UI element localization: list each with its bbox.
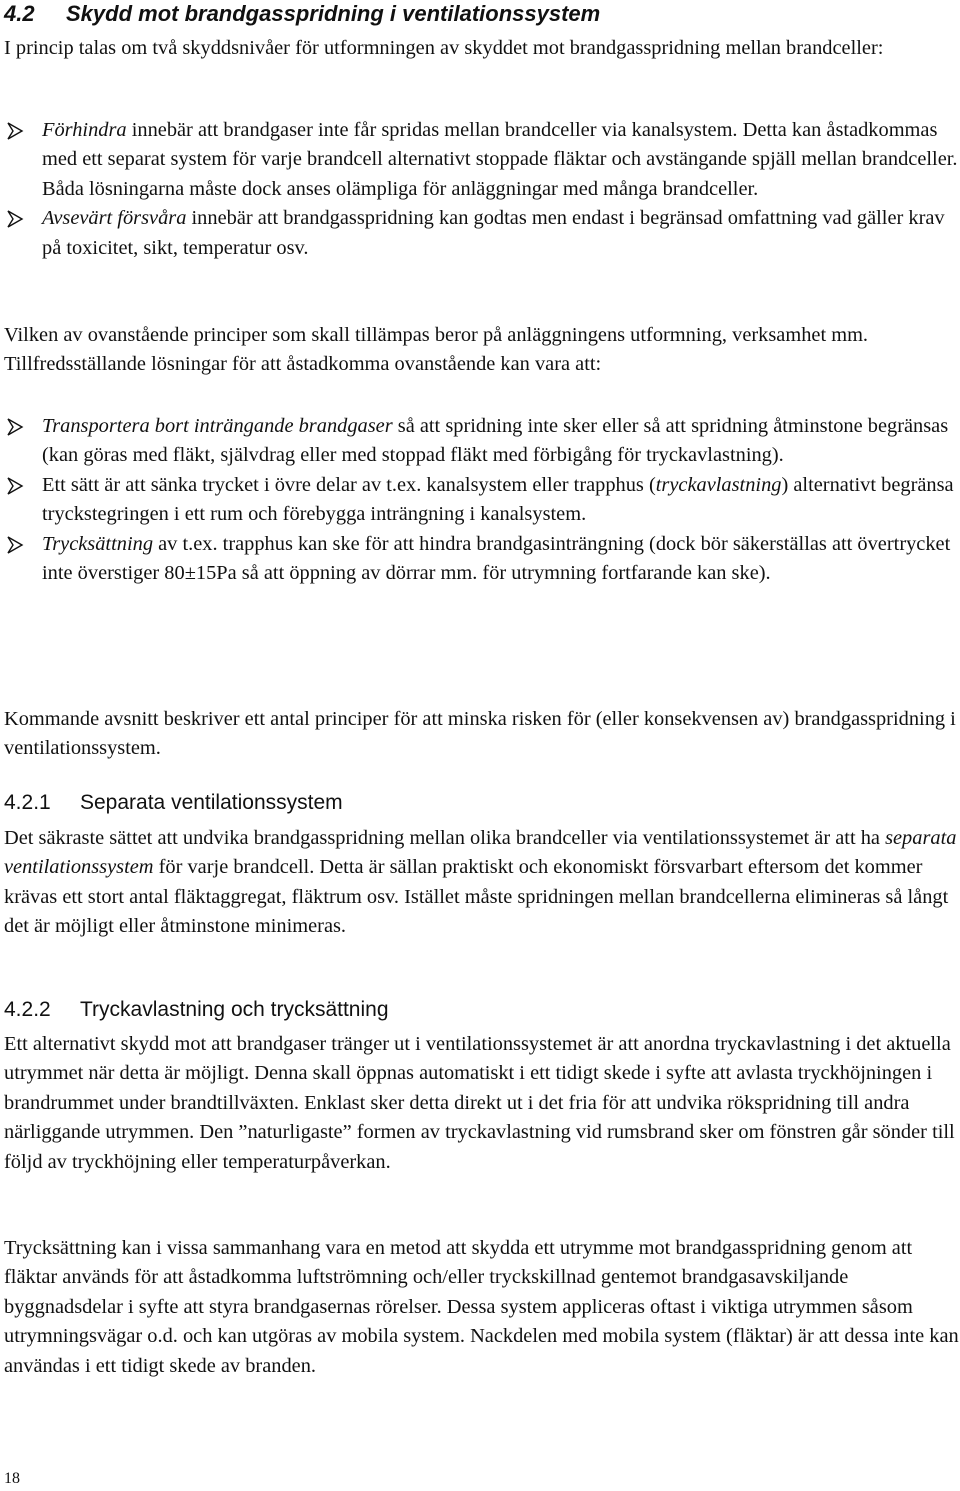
list-item <box>4 471 960 530</box>
section-heading <box>4 0 600 28</box>
arrow-bullet-icon <box>6 418 24 436</box>
intro-paragraph: I princip talas om två skyddsnivåer för utformningen av skyddet mot brandgasspridning mellan brandceller: <box>4 37 884 59</box>
principle-term: Transportera bort inträngande brandgaser <box>42 415 393 437</box>
section-number: 4.2 <box>4 1 35 26</box>
arrow-bullet-icon <box>6 122 24 140</box>
subsection-number: 4.2.1 <box>4 791 51 814</box>
principle-post: ) alternativt begränsa tryckstegringen i ett rum och förebygga inträngning i kanalsystem. <box>42 473 954 526</box>
arrow-bullet-icon <box>6 210 24 228</box>
arrow-bullet-icon <box>6 536 24 554</box>
list-item <box>4 530 960 589</box>
next-sections-paragraph: Kommande avsnitt beskriver ett antal principer för att minska risken för (eller konsekvensen av) brandgasspridning i ventilationssystem. <box>4 708 956 760</box>
level-term: Förhindra <box>42 119 127 141</box>
paragraph-text: för varje brandcell. Detta är sällan praktiskt och ekonomiskt försvarbart eftersom det kommer krävas ett stort antal fläktaggregat, fläktrum osv. Istället måste spridningen mellan brandcellerna elimineras så långt det är möjligt eller åtminstone minimeras. <box>4 856 949 938</box>
arrow-bullet-icon <box>6 477 24 495</box>
protection-levels-list <box>4 116 960 263</box>
subsection-number: 4.2.2 <box>4 998 51 1021</box>
principle-post: så att spridning inte sker eller så att spridning åtminstone begränsas (kan göras med fläkt, självdrag eller med stoppad fläkt med förbigång för tryckavlastning). <box>42 415 949 467</box>
level-text: innebär att brandgasspridning kan godtas men endast i begränsad omfattning vad gäller krav på toxicitet, sikt, temperatur osv. <box>42 207 945 259</box>
principle-pre: Ett sätt är att sänka trycket i övre delar av t.ex. kanalsystem eller trapphus ( <box>42 473 656 496</box>
principle-post: av t.ex. trapphus kan ske för att hindra brandgasinträngning (dock bör säkerställas att övertrycket inte överstiger 80±15Pa så att öppning av dörrar mm. för utrymning fortfarande kan ske). <box>42 532 951 585</box>
list-item <box>4 204 960 263</box>
paragraph-text: Det säkraste sättet att undvika brandgasspridning mellan olika brandceller via ventilationssystemet är att ha <box>4 827 886 849</box>
list-item <box>4 412 960 471</box>
subsection-title: Separata ventilationssystem <box>80 791 343 814</box>
principles-list <box>4 412 960 588</box>
level-term: Avsevärt försvåra <box>42 207 187 230</box>
subsection-paragraph: Trycksättning kan i vissa sammanhang vara en metod att skydda ett utrymme mot brandgasspridning genom att fläktar används för att åstadkomma luftströmning och/eller tryckskillnad gentemot brandgasavskiljande byggnadsdelar i syfte att styra brandgasernas rörelser. Dessa system appliceras oftast i viktiga utrymmen såsom utrymningsvägar o.d. och kan utgöras av mobila system. Nackdelen med mobila system (fläktar) är att dessa inte kan användas i ett tidigt skede av branden. <box>4 1237 959 1377</box>
list-item <box>4 116 960 204</box>
principles-intro-paragraph: Vilken av ovanstående principer som skall tillämpas beror på anläggningens utformning, verksamhet mm. Tillfredsställande lösningar för att åstadkomma ovanstående kan vara att: <box>4 324 869 376</box>
page-number: 18 <box>4 1470 20 1487</box>
subsection-heading <box>4 996 389 1024</box>
subsection-paragraph: Ett alternativt skydd mot att brandgaser tränger ut i ventilationssystemet är att anordna tryckavlastning i det aktuella utrymmet när detta är möjligt. Denna skall öppnas automatiskt i ett tidigt skede i syfte att avlasta tryckhöjningen i brandrummet under brandtillväxten. Enklast sker detta direkt ut i det fria för att undvika rökspridning till andra närliggande utrymmen. Den ”naturligaste” formen av tryckavlastning vid rumsbrand sker om fönstren går sönder till följd av tryckhöjning eller temperaturpåverkan. <box>4 1033 955 1173</box>
subsection-heading <box>4 789 343 817</box>
level-text: innebär att brandgaser inte får spridas mellan brandceller via kanalsystem. Detta kan åstadkommas med ett separat system för varje brandcell alternativt stoppade fläktar och avstängande spjäll mellan brandceller. Båda lösningarna måste dock anses olämpliga för anläggningar med många brandceller. <box>42 119 958 200</box>
subsection-title: Tryckavlastning och trycksättning <box>80 998 389 1021</box>
principle-term: Trycksättning <box>42 532 154 555</box>
subsection-paragraph <box>4 824 960 942</box>
emphasized-term: separata ventilationssystem <box>4 827 957 879</box>
section-title: Skydd mot brandgasspridning i ventilationssystem <box>66 1 601 26</box>
principle-term: tryckavlastning <box>655 473 782 496</box>
